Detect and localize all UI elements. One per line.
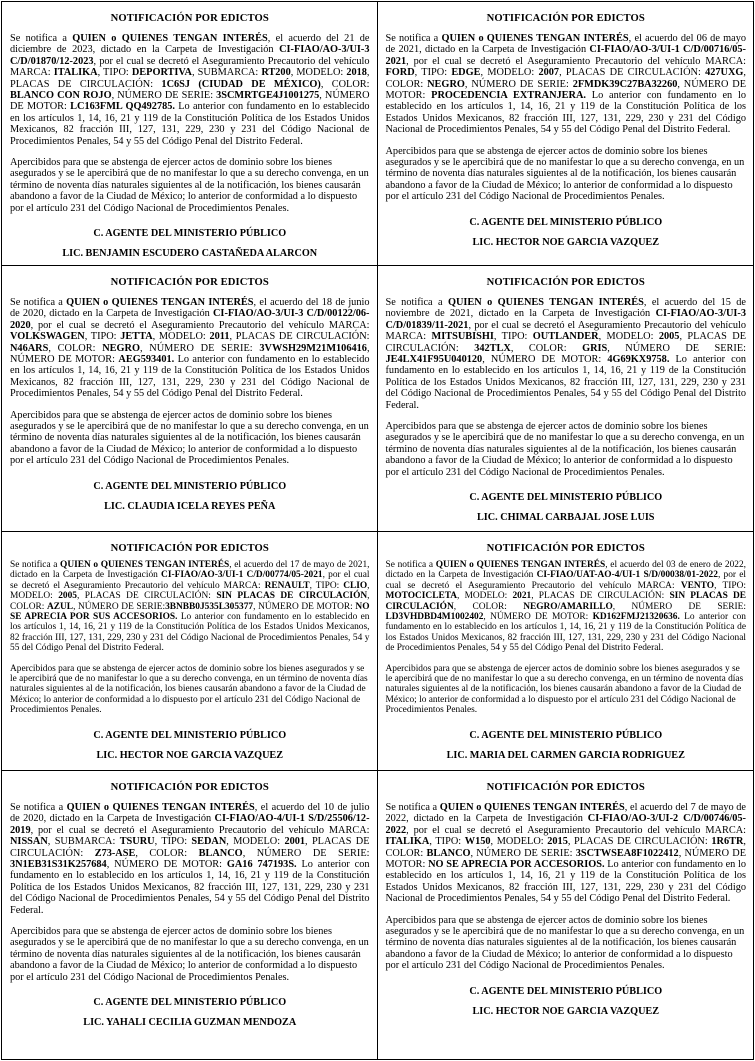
body-text: Lo anterior con fundamento en lo establecido en los artículos 1, 14, 16, 21 y 119 de la Constitución Política de los Estados Unidos Mexicanos, 82 fracción III, 127, 131, 229, 230 y 231 del Código Nacional de Procedimientos Penales, 54 y 55 del Código Penal del Distrito Federal.: [10, 101, 370, 147]
body-text: , MODELO:: [152, 331, 210, 343]
bold-text: GA16 747193S.: [226, 859, 297, 871]
body-text: , el acuerdo del 15 de noviembre de 2021, dictado en la Carpeta de Investigación: [385, 297, 746, 320]
notice-1: [2, 2, 378, 266]
bold-text: SIN PLACAS DE CIRCULACIÓN: [216, 591, 368, 602]
notice-7: [2, 771, 378, 1059]
notice-body: [10, 560, 370, 654]
notice-closing: Apercibidos para que se abstenga de ejercer actos de dominio sobre los bienes asegurados y se le apercibirá que de no manifestar lo que a su derecho convenga, en un término de noventa días naturales siguientes al de la notificación, los bienes causarán abandono a favor de la Ciudad de México; lo anterior de conformidad a lo dispuesto por el artículo 231 del Código Nacional de Procedimientos Penales.: [10, 926, 369, 983]
body-text: Se notifica a: [385, 560, 436, 570]
bold-text: KD162FMJ21320636.: [592, 612, 680, 623]
body-text: Se notifica a: [385, 297, 448, 308]
body-text: , NÚMERO DE SERIE:: [464, 78, 573, 90]
body-text: Lo anterior con fundamento en lo establecido en los artículos 1, 14, 16, 21 y 119 de la Constitución Política de los Estados Unidos Mexicanos, 82 fracción III, 127, 131, 229, 230 y 231 del Código Nacional de Procedimientos Penales, 54 y 55 del Código Penal del Distrito Federal.: [385, 859, 746, 905]
bold-text: 3SCTWSEA8F1022412: [575, 847, 679, 859]
body-text: , PLACAS DE CIRCULACIÓN:: [10, 67, 370, 90]
body-text: , NÚMERO DE SERIE:: [111, 90, 217, 102]
bold-text: QUIEN o QUIENES TENGAN INTERÉS: [435, 560, 606, 570]
bold-text: FORD: [385, 67, 415, 79]
body-text: , NÚMERO DE SERIE:: [242, 847, 370, 859]
body-text: , TIPO:: [154, 836, 192, 848]
signer-name: LIC. YAHALI CECILIA GUZMAN MENDOZA: [83, 1017, 297, 1029]
body-text: , MODELO:: [598, 331, 659, 343]
body-text: , TIPO:: [414, 67, 452, 79]
bold-text: RT200: [261, 67, 291, 79]
body-text: , TIPO:: [429, 836, 465, 848]
edicts-grid: [1, 1, 754, 1060]
body-text: , NÚMERO DE MOTOR:: [10, 90, 370, 113]
body-text: , MODELO:: [290, 67, 347, 79]
bold-text: CI-FIAO/AO-3/UI-3 C/D/01870/12-2023: [10, 44, 370, 67]
body-text: , TIPO:: [97, 67, 132, 79]
bold-text: CLIO: [343, 580, 368, 591]
agent-title: C. AGENTE DEL MINISTERIO PÚBLICO: [93, 228, 287, 240]
agent-title: C. AGENTE DEL MINISTERIO PÚBLICO: [93, 480, 287, 492]
bold-text: QUIEN o QUIENES TENGAN INTERÉS: [60, 560, 230, 570]
notice-closing: Apercibidos para que se abstenga de ejercer actos de dominio sobre los bienes asegurados y se le apercibirá que de no manifestar lo que a su derecho convenga, en un término de noventa días naturales siguientes al de la notificación, los bienes causarán abandono a favor de la Ciudad de México; lo anterior de conformidad a lo dispuesto por el artículo 231 del Código Nacional de Procedimientos Penales.: [385, 145, 745, 203]
bold-text: NEGRO: [427, 78, 465, 90]
notice-title: NOTIFICACIÓN POR EDICTOS: [110, 277, 269, 288]
body-text: , por el cual se decretó el Aseguramiento Precautorio del vehículo MARCA:: [10, 55, 370, 79]
body-text: , COLOR:: [385, 836, 746, 859]
notice-closing: Apercibidos para que se abstenga de ejercer actos de dominio sobre los bienes asegurados y se le apercibirá que de no manifestar lo que a su derecho convenga, en un término de noventa días naturales siguientes al de la notificación, los bienes causarán abandono a favor de la Ciudad de México; lo anterior de conformidad a lo dispuesto por el artículo 231 del Código Nacional de Procedimientos Penales.: [385, 663, 744, 716]
bold-text: NEGRO: [102, 342, 140, 354]
bold-text: NEGRO/AMARILLO: [523, 601, 613, 612]
bold-text: RENAULT: [264, 580, 310, 591]
bold-text: AEG593401.: [118, 354, 175, 366]
body-text: , por el cual se decretó el Aseguramiento Precautorio del vehículo MARCA:: [30, 319, 370, 331]
bold-text: OUTLANDER: [532, 331, 599, 343]
bold-text: BLANCO CON ROJO: [10, 90, 112, 102]
notice-closing: Apercibidos para que se abstenga de ejercer actos de dominio sobre los bienes asegurados y se le apercibirá que de no manifestar lo que a su derecho convenga, en un término de noventa días naturales siguientes al de la notificación, los bienes causarán abandono a favor de la Ciudad de México; lo anterior de conformidad a lo dispuesto por el artículo 231 del Código Nacional de Procedimientos Penales.: [10, 157, 369, 214]
body-text: , NÚMERO DE MOTOR:: [106, 859, 227, 871]
bold-text: 2011: [209, 331, 230, 343]
notice-body: [386, 560, 747, 654]
body-text: Lo anterior con fundamento en lo establecido en los artículos 1, 14, 16, 21 y 119 de la Constitución Política de los Estados Unidos Mexicanos, 82 fracción III, 127, 131, 229, 230 y 231 del Código Nacional de Procedimientos Penales, 54 y 55 del Código Penal del Distrito Federal.: [385, 612, 746, 654]
notice-body: [10, 33, 370, 147]
body-text: , MODELO:: [480, 67, 539, 79]
body-text: , PLACAS DE CIRCULACIÓN:: [567, 836, 712, 848]
bold-text: CI-FIAO/AO-3/UI-3 C/D/01839/11-2021: [385, 308, 746, 331]
bold-text: AZUL: [47, 601, 74, 612]
bold-text: CI-FIAO/AO-3/UI-3 C/D/00122/06-2020: [10, 308, 370, 331]
agent-title: C. AGENTE DEL MINISTERIO PÚBLICO: [469, 492, 663, 504]
body-text: , TIPO:: [493, 331, 533, 343]
body-text: , NÚMERO DE MOTOR:: [10, 342, 370, 366]
body-text: , el acuerdo del 7 de mayo de 2022, dictado en la Carpeta de Investigación: [385, 802, 746, 825]
body-text: , PLACAS DE CIRCULACIÓN:: [385, 331, 746, 354]
body-text: , NÚMERO DE MOTOR:: [253, 601, 356, 612]
notice-body: [10, 297, 370, 400]
bold-text: 3N1EB31S31K257684: [10, 859, 107, 871]
body-text: Se notifica a: [385, 802, 440, 813]
body-text: , PLACAS DE CIRCULACIÓN:: [229, 331, 370, 343]
signer-name: LIC. HECTOR NOE GARCIA VAZQUEZ: [96, 749, 284, 761]
bold-text: 342TLX: [474, 342, 511, 354]
notice-title: NOTIFICACIÓN POR EDICTOS: [110, 543, 269, 554]
agent-title: C. AGENTE DEL MINISTERIO PÚBLICO: [469, 729, 663, 741]
bold-text: W150: [464, 836, 491, 848]
body-text: Lo anterior con fundamento en lo establecido en los artículos 1, 14, 16, 21 y 119 de la Constitución Política de los Estados Unidos Mexicanos, 82 fracción III, 127, 131, 229, 230 y 231 del Código Nacional de Procedimientos Penales, 54 y 55 del Código Penal del Distrito Federal.: [385, 354, 746, 411]
bold-text: DEPORTIVA: [131, 67, 192, 79]
body-text: Lo anterior con fundamento en lo establecido en los artículos 1, 14, 16, 21 y 119 de la Constitución Política de los Estados Unidos Mexicanos, 82 fracción III, 127, 131, 229, 230 y 231 del Código Nacional de Procedimientos Penales, 54 y 55 del Código Penal del Distrito Federal.: [385, 90, 746, 136]
agent-title: C. AGENTE DEL MINISTERIO PÚBLICO: [93, 997, 287, 1009]
notice-title: NOTIFICACIÓN POR EDICTOS: [486, 782, 645, 793]
body-text: , PLACAS DE CIRCULACIÓN:: [10, 836, 370, 859]
body-text: Se notifica a: [385, 33, 442, 44]
notice-closing: Apercibidos para que se abstenga de ejercer actos de dominio sobre los bienes asegurados y se le apercibirá que de no manifestar lo que a su derecho convenga, en un término de noventa días naturales siguientes al de la notificación, los bienes causarán abandono a favor de la Ciudad de México; lo anterior de conformidad a lo dispuesto por el artículo 231 del Código Nacional de Procedimientos Penales.: [385, 914, 745, 972]
agent-title: C. AGENTE DEL MINISTERIO PÚBLICO: [469, 216, 663, 228]
notice-closing: Apercibidos para que se abstenga de ejercer actos de dominio sobre los bienes asegurados y se le apercibirá que de no manifestar lo que a su derecho convenga, en un término de noventa días naturales siguientes al de la notificación, los bienes causarán abandono a favor de la Ciudad de México; lo anterior de conformidad a lo dispuesto por el artículo 231 del Código Nacional de Procedimientos Penales.: [385, 421, 745, 478]
notice-8: [378, 771, 754, 1059]
signer-name: LIC. CLAUDIA ICELA REYES PEÑA: [104, 500, 276, 512]
signer-name: LIC. MARIA DEL CARMEN GARCIA RODRIGUEZ: [446, 749, 685, 761]
bold-text: N46ARS: [10, 342, 49, 354]
bold-text: SEDAN: [191, 836, 227, 848]
body-text: , NÚMERO DE SERIE:: [612, 601, 746, 612]
bold-text: PROCEDENCIA EXTRANJERA.: [431, 90, 586, 102]
body-text: , NÚMERO DE SERIE:: [470, 847, 576, 859]
notice-title: NOTIFICACIÓN POR EDICTOS: [486, 277, 645, 288]
body-text: , el acuerdo del 18 de junio de 2020, dictado en la Carpeta de Investigación: [10, 297, 370, 320]
bold-text: ITALIKA: [385, 836, 430, 848]
notice-closing: Apercibidos para que se abstenga de ejercer actos de dominio sobre los bienes asegurados y se le apercibirá que de no manifestar lo que a su derecho convenga, en un término de noventa días naturales siguientes al de la notificación, los bienes causarán abandono a favor de la Ciudad de México; lo anterior de conformidad a lo dispuesto por el artículo 231 del Código Nacional de Procedimientos Penales.: [10, 663, 368, 716]
bold-text: JETTA: [120, 331, 153, 343]
notice-3: [2, 266, 378, 532]
body-text: Lo anterior con fundamento en lo establecido en los artículos 1, 14, 16, 21 y 119 de la Constitución Política de los Estados Unidos Mexicanos, 82 fracción III, 127, 131, 229, 230 y 231 del Código Nacional de Procedimientos Penales, 54 y 55 del Código Penal del Distrito Federal.: [10, 354, 370, 400]
bold-text: QUIEN o QUIENES TENGAN INTERÉS: [66, 297, 254, 308]
body-text: , COLOR:: [320, 78, 370, 90]
bold-text: QUIEN o QUIENES TENGAN INTERÉS: [72, 33, 268, 44]
body-text: , el acuerdo del 21 de diciembre de 2023, dictado en la Carpeta de Investigación: [10, 33, 370, 56]
agent-title: C. AGENTE DEL MINISTERIO PÚBLICO: [93, 729, 287, 741]
bold-text: VENTO: [680, 580, 715, 591]
body-text: , el acuerdo del 03 de enero de 2022, dictado en la Carpeta de Investigación: [385, 560, 746, 581]
body-text: , COLOR:: [10, 591, 370, 612]
bold-text: NO SE APRECIA POR SUS ACCESORIOS.: [10, 601, 370, 623]
body-text: , por el cual se decretó el Aseguramiento Precautorio del vehículo MARCA:: [30, 824, 370, 836]
bold-text: CI-FIAO/AO-3/UI-1 C/D/00716/05-2021: [385, 44, 746, 67]
notice-5: [2, 532, 378, 771]
bold-text: 3BNBB0J535L305377: [165, 601, 254, 612]
notice-2: [378, 2, 754, 266]
body-text: , PLACAS DE CIRCULACIÓN:: [76, 591, 217, 602]
bold-text: QUIEN o QUIENES TENGAN INTERÉS: [447, 297, 644, 308]
bold-text: 2005: [58, 591, 77, 602]
body-text: , por el cual se decretó el Aseguramiento Precautorio del vehículo MARCA:: [406, 55, 746, 67]
bold-text: 3VWSH29M21M106416: [259, 342, 367, 354]
bold-text: EDGE: [451, 67, 481, 79]
signer-name: LIC. BENJAMIN ESCUDERO CASTAÑEDA ALARCON: [62, 248, 318, 260]
bold-text: 2001: [284, 836, 306, 848]
bold-text: BLANCO: [198, 847, 243, 859]
bold-text: NO SE APRECIA POR ACCESORIOS.: [428, 859, 605, 871]
body-text: , PLACAS DE CIRCULACIÓN:: [559, 67, 706, 79]
notice-title: NOTIFICACIÓN POR EDICTOS: [110, 782, 269, 793]
body-text: , COLOR:: [135, 847, 199, 859]
bold-text: 2FMDK39C27BA32260: [572, 78, 678, 90]
body-text: , el acuerdo del 17 de mayo de 2021, dictado en la Carpeta de Investigación: [10, 560, 370, 581]
body-text: , COLOR:: [385, 67, 746, 90]
body-text: , MODELO:: [226, 836, 285, 848]
bold-text: SIN PLACAS DE CIRCULACIÓN: [385, 591, 746, 612]
bold-text: QUIEN o QUIENES TENGAN INTERÉS: [439, 802, 625, 813]
notice-body: [386, 33, 747, 136]
signer-name: LIC. HECTOR NOE GARCIA VAZQUEZ: [472, 236, 660, 248]
bold-text: TSURU: [119, 836, 155, 848]
notice-6: [378, 532, 754, 771]
bold-text: QUIEN o QUIENES TENGAN INTERÉS: [66, 802, 255, 813]
bold-text: BLANCO: [426, 847, 471, 859]
notice-body: [10, 802, 370, 916]
signer-name: LIC. CHIMAL CARBAJAL JOSE LUIS: [477, 512, 655, 524]
bold-text: CI-FIAO/AO-3/UI-1 C/D/00774/05-2021: [161, 570, 323, 581]
body-text: , NÚMERO DE MOTOR:: [385, 78, 746, 102]
notice-body: [386, 297, 747, 411]
body-text: , PLACAS DE CIRCULACIÓN:: [531, 591, 670, 602]
body-text: Se notifica a: [10, 33, 73, 44]
bold-text: NISSAN: [10, 836, 48, 848]
body-text: , MODELO:: [10, 580, 370, 602]
body-text: Se notifica a: [10, 560, 61, 570]
bold-text: 1C6SJ (CIUDAD DE MÉXICO): [161, 78, 321, 90]
body-text: , COLOR:: [453, 601, 524, 612]
body-text: , por el cual se decretó el Aseguramiento Precautorio del vehículo MARCA:: [10, 570, 370, 591]
body-text: , por el cual se decretó el Aseguramiento Precautorio del vehículo MARCA:: [385, 570, 746, 591]
bold-text: 1R6TR: [711, 836, 744, 848]
notice-title: NOTIFICACIÓN POR EDICTOS: [486, 13, 645, 24]
bold-text: 2007: [538, 67, 560, 79]
notice-title: NOTIFICACIÓN POR EDICTOS: [486, 543, 645, 554]
bold-text: CI-FIAO/UAT-AO-4/UI-1 S/D/00038/01-2022: [536, 570, 718, 581]
body-text: , MODELO:: [457, 591, 513, 602]
body-text: , TIPO:: [309, 580, 344, 591]
body-text: , NÚMERO DE MOTOR:: [385, 847, 746, 871]
bold-text: MOTOCICLETA: [385, 591, 458, 602]
bold-text: 3SCMRTGE4J1001275: [216, 90, 320, 102]
bold-text: LD3VHDBD4M1002402: [385, 612, 484, 623]
bold-text: LC163FML QQ492785.: [70, 101, 175, 113]
body-text: , TIPO:: [714, 580, 746, 591]
body-text: , el acuerdo del 06 de mayo de 2021, dictado en la Carpeta de Investigación: [385, 33, 746, 56]
body-text: , NÚMERO DE MOTOR:: [482, 354, 608, 366]
bold-text: CI-FIAO/AO-4/UI-1 S/D/25506/12-2019: [10, 813, 370, 836]
notice-4: [378, 266, 754, 532]
body-text: , COLOR:: [48, 342, 103, 354]
bold-text: 427UXG: [705, 67, 744, 79]
notice-title: NOTIFICACIÓN POR EDICTOS: [110, 13, 269, 24]
body-text: , SUBMARCA:: [191, 67, 262, 79]
body-text: , COLOR:: [510, 342, 583, 354]
agent-title: C. AGENTE DEL MINISTERIO PÚBLICO: [469, 985, 663, 997]
notice-closing: Apercibidos para que se abstenga de ejercer actos de dominio sobre los bienes asegurados y se le apercibirá que de no manifestar lo que a su derecho convenga, en un término de noventa días naturales siguientes al de la notificación, los bienes causarán abandono a favor de la Ciudad de México; lo anterior de conformidad a lo dispuesto por el artículo 231 del Código Nacional de Procedimientos Penales.: [10, 409, 369, 467]
body-text: Lo anterior con fundamento en lo establecido en los artículos 1, 14, 16, 21 y 119 de la Constitución Política de los Estados Unidos Mexicanos, 82 fracción III, 127, 131, 229, 230 y 231 del Código Nacional de Procedimientos Penales, 54 y 55 del Código Penal del Distrito Federal.: [10, 612, 370, 654]
body-text: , por el cual se decretó el Aseguramiento Precautorio del vehículo MARCA:: [385, 319, 746, 343]
notice-body: [386, 802, 747, 905]
body-text: , SUBMARCA:: [47, 836, 120, 848]
bold-text: QUIEN o QUIENES TENGAN INTERÉS: [441, 33, 629, 44]
body-text: Lo anterior con fundamento en lo establecido en los artículos 1, 14, 16, 21 y 119 de la Constitución Política de los Estados Unidos Mexicanos, 82 fracción III, 127, 131, 229, 230 y 231 del Código Nacional de Procedimientos Penales, 54 y 55 del Código Penal del Distrito Federal.: [10, 859, 370, 916]
bold-text: 2005: [658, 331, 680, 343]
body-text: , NÚMERO DE SERIE:: [73, 601, 166, 612]
body-text: , por el cual se decretó el Aseguramiento Precautorio del vehículo MARCA:: [406, 824, 746, 836]
body-text: , TIPO:: [84, 331, 121, 343]
body-text: , NÚMERO DE SERIE:: [139, 342, 260, 354]
bold-text: MITSUBISHI: [431, 331, 494, 343]
bold-text: 2021: [512, 591, 532, 602]
bold-text: JE4LX41F95U040120: [385, 354, 483, 366]
body-text: Se notifica a: [10, 802, 67, 813]
bold-text: GRIS: [582, 342, 608, 354]
bold-text: Z73-ASE: [94, 847, 136, 859]
body-text: Se notifica a: [10, 297, 67, 308]
body-text: , MODELO:: [490, 836, 548, 848]
bold-text: VOLKSWAGEN: [10, 331, 85, 343]
body-text: , NÚMERO DE SERIE:: [607, 342, 746, 354]
bold-text: 2015: [547, 836, 568, 848]
bold-text: CI-FIAO/AO-3/UI-2 C/D/00746/05-2022: [385, 813, 746, 836]
bold-text: 2018: [346, 67, 367, 79]
bold-text: ITALIKA: [53, 67, 98, 79]
body-text: , el acuerdo del 10 de julio de 2020, dictado en la Carpeta de Investigación: [10, 802, 370, 825]
signer-name: LIC. HECTOR NOE GARCIA VAZQUEZ: [472, 1005, 660, 1017]
bold-text: 4G69KX9758.: [607, 354, 670, 366]
body-text: , NÚMERO DE MOTOR:: [483, 612, 593, 623]
